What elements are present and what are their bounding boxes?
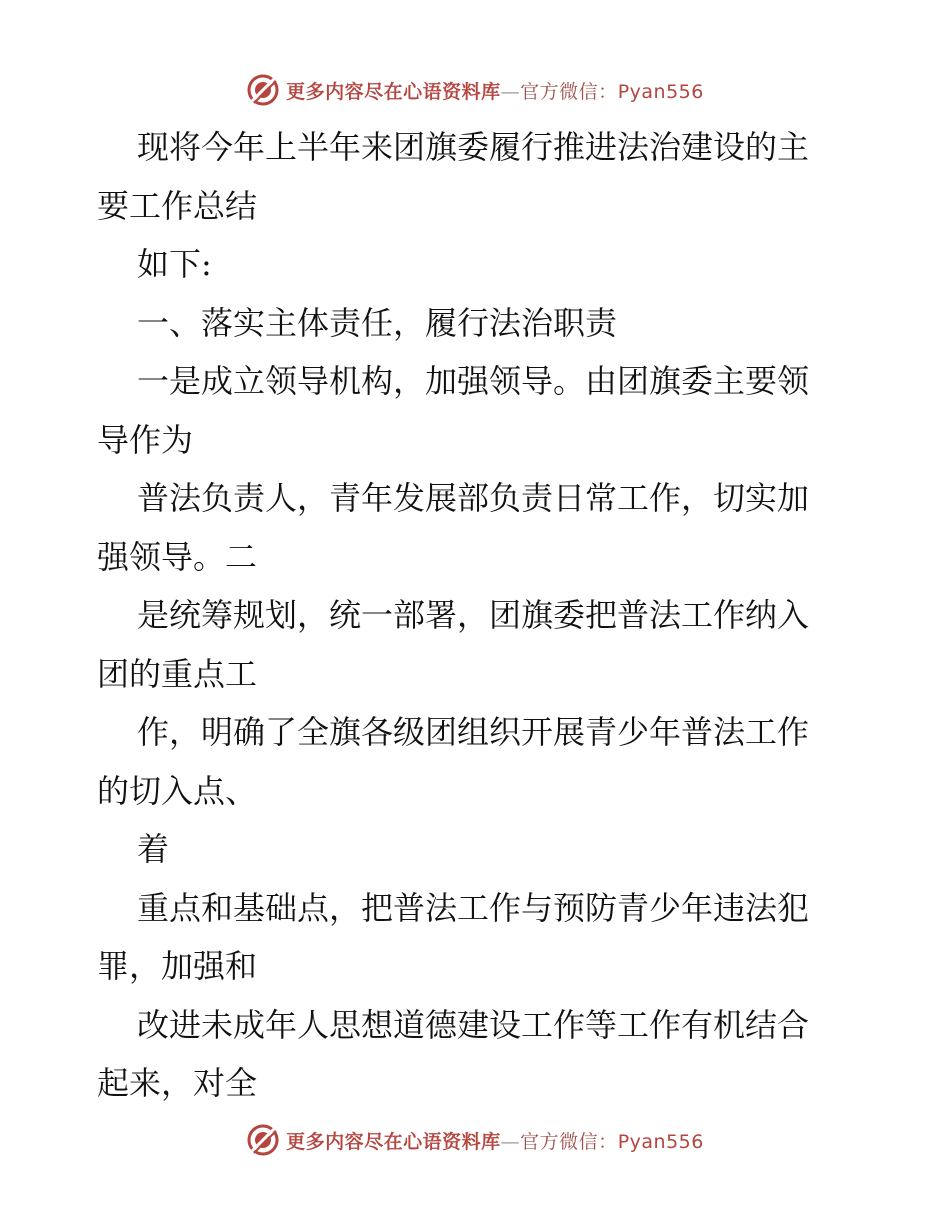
- header-banner-separator: —: [500, 80, 521, 103]
- body-line: 一是成立领导机构，加强领导。由团旗委主要领: [137, 362, 810, 400]
- body-line: 罪，加强和: [97, 947, 258, 985]
- footer-banner-title: 更多内容尽在心语资料库: [286, 1130, 501, 1153]
- body-line: 着: [137, 830, 170, 868]
- footer-wechat-id: Pyan556: [617, 1130, 704, 1153]
- body-line: 强领导。二: [97, 537, 258, 576]
- body-line: 如下:: [137, 245, 212, 283]
- footer-banner-separator: —: [500, 1130, 521, 1153]
- header-banner-title: 更多内容尽在心语资料库: [286, 80, 501, 103]
- footer-banner-text: [286, 1127, 704, 1154]
- header-banner: [0, 70, 950, 110]
- body-line: 作，明确了全旗各级团组织开展青少年普法工作: [137, 713, 810, 751]
- body-line: 起来，对全: [97, 1064, 258, 1102]
- header-wechat-label: 官方微信：: [520, 80, 618, 103]
- document-body: [97, 118, 857, 1113]
- logo-icon: [246, 73, 280, 107]
- logo-icon: [246, 1123, 280, 1157]
- body-line: 改进未成年人思想道德建设工作等工作有机结合: [137, 1005, 810, 1044]
- body-line: 一、落实主体责任，履行法治职责: [137, 303, 618, 342]
- body-line: 重点和基础点，把普法工作与预防青少年违法犯: [137, 888, 810, 927]
- footer-wechat-label: 官方微信：: [520, 1130, 618, 1153]
- body-line: 普法负责人，青年发展部负责日常工作，切实加: [137, 479, 810, 517]
- body-line: 团的重点工: [97, 654, 258, 693]
- body-line: 是统筹规划，统一部署，团旗委把普法工作纳入: [137, 596, 810, 634]
- header-banner-text: [286, 77, 704, 104]
- footer-banner: [0, 1120, 950, 1160]
- body-line: 要工作总结: [97, 186, 258, 225]
- body-line: 导作为: [97, 420, 194, 459]
- body-line: 的切入点、: [97, 771, 258, 810]
- body-line: 现将今年上半年来团旗委履行推进法治建设的主: [137, 128, 810, 166]
- header-wechat-id: Pyan556: [617, 80, 704, 103]
